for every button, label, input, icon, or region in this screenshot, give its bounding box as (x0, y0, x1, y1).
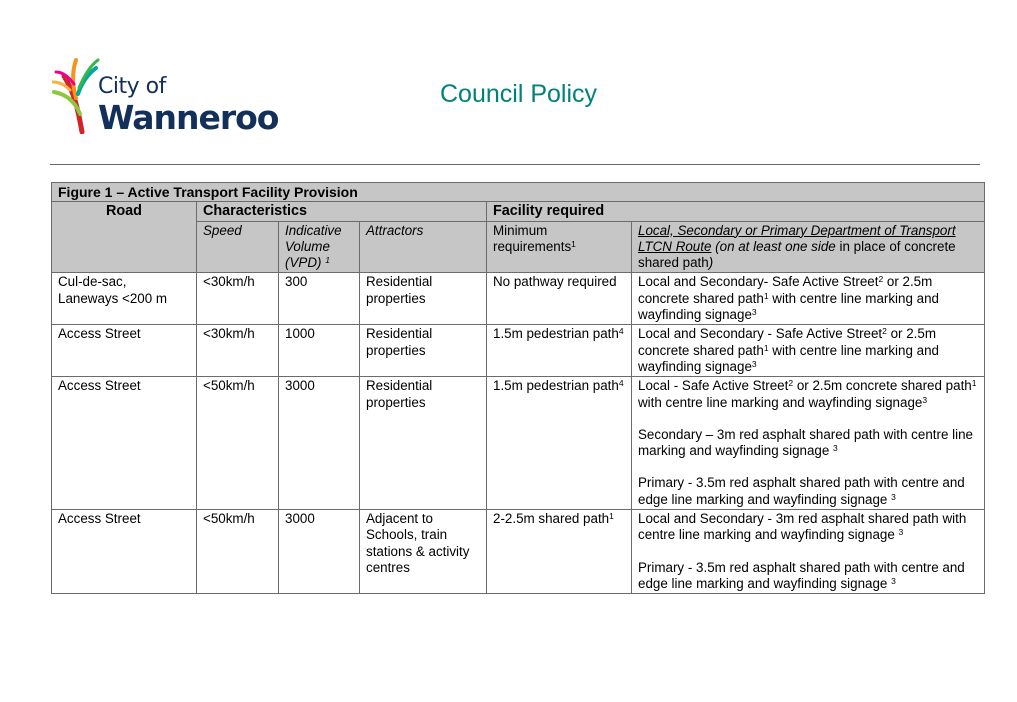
header-road: Road (52, 202, 197, 273)
cell-minimum: 2-2.5m shared path$^1$ (487, 510, 632, 594)
cell-attractors: Residential properties (360, 377, 487, 510)
cell-route: Local and Secondary- Safe Active Street$^2$ or 2.5m concrete shared path$^1$ with centre line marking and wayfinding signage$^3$ (632, 273, 985, 325)
cell-minimum: 1.5m pedestrian path$^4$ (487, 325, 632, 377)
cell-road: Access Street (52, 510, 197, 594)
logo-wanneroo-text: Wanneroo (98, 98, 279, 137)
city-of-wanneroo-logo (52, 54, 282, 138)
cell-minimum: 1.5m pedestrian path$^4$ (487, 377, 632, 510)
logo-plant-icon (52, 54, 102, 134)
header-minimum: Minimum requirements$^1$ (487, 221, 632, 273)
header-characteristics: Characteristics (197, 202, 487, 221)
header-volume: Indicative Volume (VPD) $^1$ (279, 221, 360, 273)
cell-volume: 1000 (279, 325, 360, 377)
table-row (52, 377, 985, 510)
cell-speed: <30km/h (197, 325, 279, 377)
cell-attractors: Residential properties (360, 325, 487, 377)
header-divider (50, 164, 980, 165)
cell-volume: 3000 (279, 510, 360, 594)
cell-speed: <50km/h (197, 510, 279, 594)
table-row (52, 510, 985, 594)
header-facility-required: Facility required (487, 202, 985, 221)
table-title: Figure 1 – Active Transport Facility Provision (52, 183, 985, 202)
cell-volume: 300 (279, 273, 360, 325)
table-row (52, 325, 985, 377)
table-title-row (52, 183, 985, 202)
cell-road: Cul-de-sac, Laneways <200 m (52, 273, 197, 325)
cell-route: Local and Secondary - Safe Active Street$^2$ or 2.5m concrete shared path$^1$ with centre line marking and wayfinding signage$^3$ (632, 325, 985, 377)
cell-speed: <50km/h (197, 377, 279, 510)
cell-minimum: No pathway required (487, 273, 632, 325)
cell-volume: 3000 (279, 377, 360, 510)
table-row (52, 273, 985, 325)
page-title: Council Policy (440, 80, 598, 108)
cell-route: Local - Safe Active Street$^2$ or 2.5m concrete shared path$^1$ with centre line marking and wayfinding signage$^3$ Secondary – 3m red asphalt shared path with centre line marking and wayfinding signage $^3$ Primary - 3.5m red asphalt shared path with centre and edge line marking and wayfinding signage $^3$ (632, 377, 985, 510)
logo-city-text: City of (98, 74, 166, 99)
header-route: Local, Secondary or Primary Department of Transport LTCN Route (on at least one side in place of concrete shared path) (632, 221, 985, 273)
header-attractors: Attractors (360, 221, 487, 273)
cell-speed: <30km/h (197, 273, 279, 325)
cell-route: Local and Secondary - 3m red asphalt shared path with centre line marking and wayfinding signage $^3$ Primary - 3.5m red asphalt shared path with centre and edge line marking and wayfinding signage $^3$ (632, 510, 985, 594)
cell-road: Access Street (52, 377, 197, 510)
cell-attractors: Residential properties (360, 273, 487, 325)
table-header-row (52, 202, 985, 221)
active-transport-table (51, 182, 985, 594)
cell-road: Access Street (52, 325, 197, 377)
header-speed: Speed (197, 221, 279, 273)
cell-attractors: Adjacent to Schools, train stations & activity centres (360, 510, 487, 594)
